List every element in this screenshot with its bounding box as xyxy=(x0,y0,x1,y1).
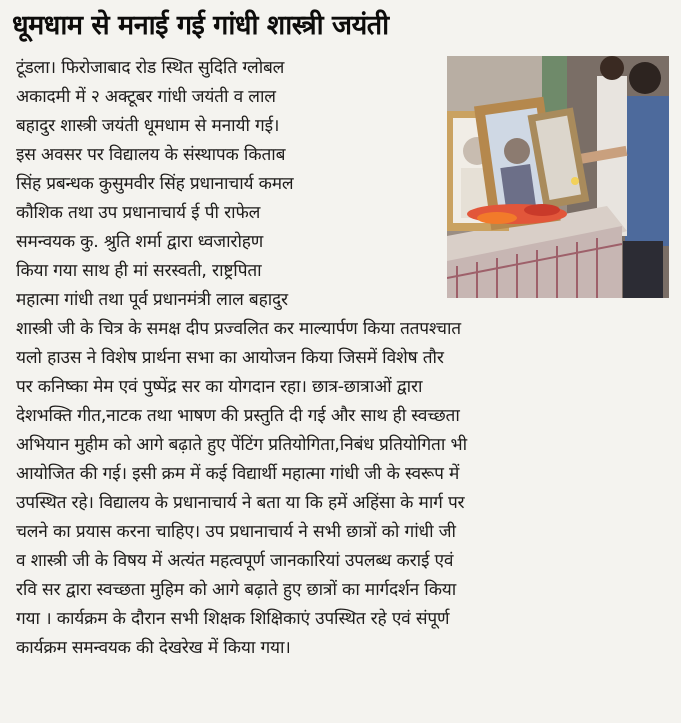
article-line: गया । कार्यक्रम के दौरान सभी शिक्षक शिक्षिकाएं उपस्थित रहे एवं संपूर्ण xyxy=(16,609,450,629)
article-line: बहादुर शास्त्री जयंती धूमधाम से मनायी गई। xyxy=(16,116,280,136)
article-line: अकादमी में २ अक्टूबर गांधी जयंती व लाल xyxy=(16,87,276,107)
article-line: रवि सर द्वारा स्वच्छता मुहिम को आगे बढ़ाते हुए छात्रों का मार्गदर्शन किया xyxy=(16,580,457,600)
article-line: टूंडला। फिरोजाबाद रोड स्थित सुदिति ग्लोबल xyxy=(16,58,285,78)
article-line: शास्त्री जी के चित्र के समक्ष दीप प्रज्वलित कर माल्यार्पण किया ततपश्चात xyxy=(16,319,461,339)
article-line: कौशिक तथा उप प्रधानाचार्य ई पी राफेल xyxy=(16,203,261,223)
headline: धूमधाम से मनाई गई गांधी शास्त्री जयंती xyxy=(12,10,389,41)
article-line: अभियान मुहीम को आगे बढ़ाते हुए पेंटिंग प्रतियोगिता,निबंध प्रतियोगिता भी xyxy=(16,435,467,455)
article-line: समन्वयक कु. श्रुति शर्मा द्वारा ध्वजारोहण xyxy=(16,232,264,252)
tribute-ceremony-image xyxy=(447,56,669,298)
article-line: किया गया साथ ही मां सरस्वती, राष्ट्रपिता xyxy=(16,261,262,281)
article-line: इस अवसर पर विद्यालय के संस्थापक किताब xyxy=(16,145,286,165)
article-line: व शास्त्री जी के विषय में अत्यंत महत्वपूर्ण जानकारियां उपलब्ध कराई एवं xyxy=(16,551,454,571)
article-line: महात्मा गांधी तथा पूर्व प्रधानमंत्री लाल बहादुर xyxy=(16,290,288,310)
article-line: देशभक्ति गीत,नाटक तथा भाषण की प्रस्तुति दी गई और साथ ही स्वच्छता xyxy=(16,406,460,426)
article-line: कार्यक्रम समन्वयक की देखरेख में किया गया। xyxy=(16,638,291,658)
article-line: यलो हाउस ने विशेष प्रार्थना सभा का आयोजन किया जिसमें विशेष तौर xyxy=(16,348,444,368)
news-photo xyxy=(447,56,669,298)
article-line: पर कनिष्का मेम एवं पुष्पेंद्र सर का योगदान रहा। छात्र-छात्राओं द्वारा xyxy=(16,377,423,397)
article-line: सिंह प्रबन्धक कुसुमवीर सिंह प्रधानाचार्य कमल xyxy=(16,174,294,194)
article-line: आयोजित की गई। इसी क्रम में कई विद्यार्थी महात्मा गांधी जी के स्वरूप में xyxy=(16,464,460,484)
article-line: चलने का प्रयास करना चाहिए। उप प्रधानाचार्य ने सभी छात्रों को गांधी जी xyxy=(16,522,456,542)
article-line: उपस्थित रहे। विद्यालय के प्रधानाचार्य ने बता या कि हमें अहिंसा के मार्ग पर xyxy=(16,493,465,513)
